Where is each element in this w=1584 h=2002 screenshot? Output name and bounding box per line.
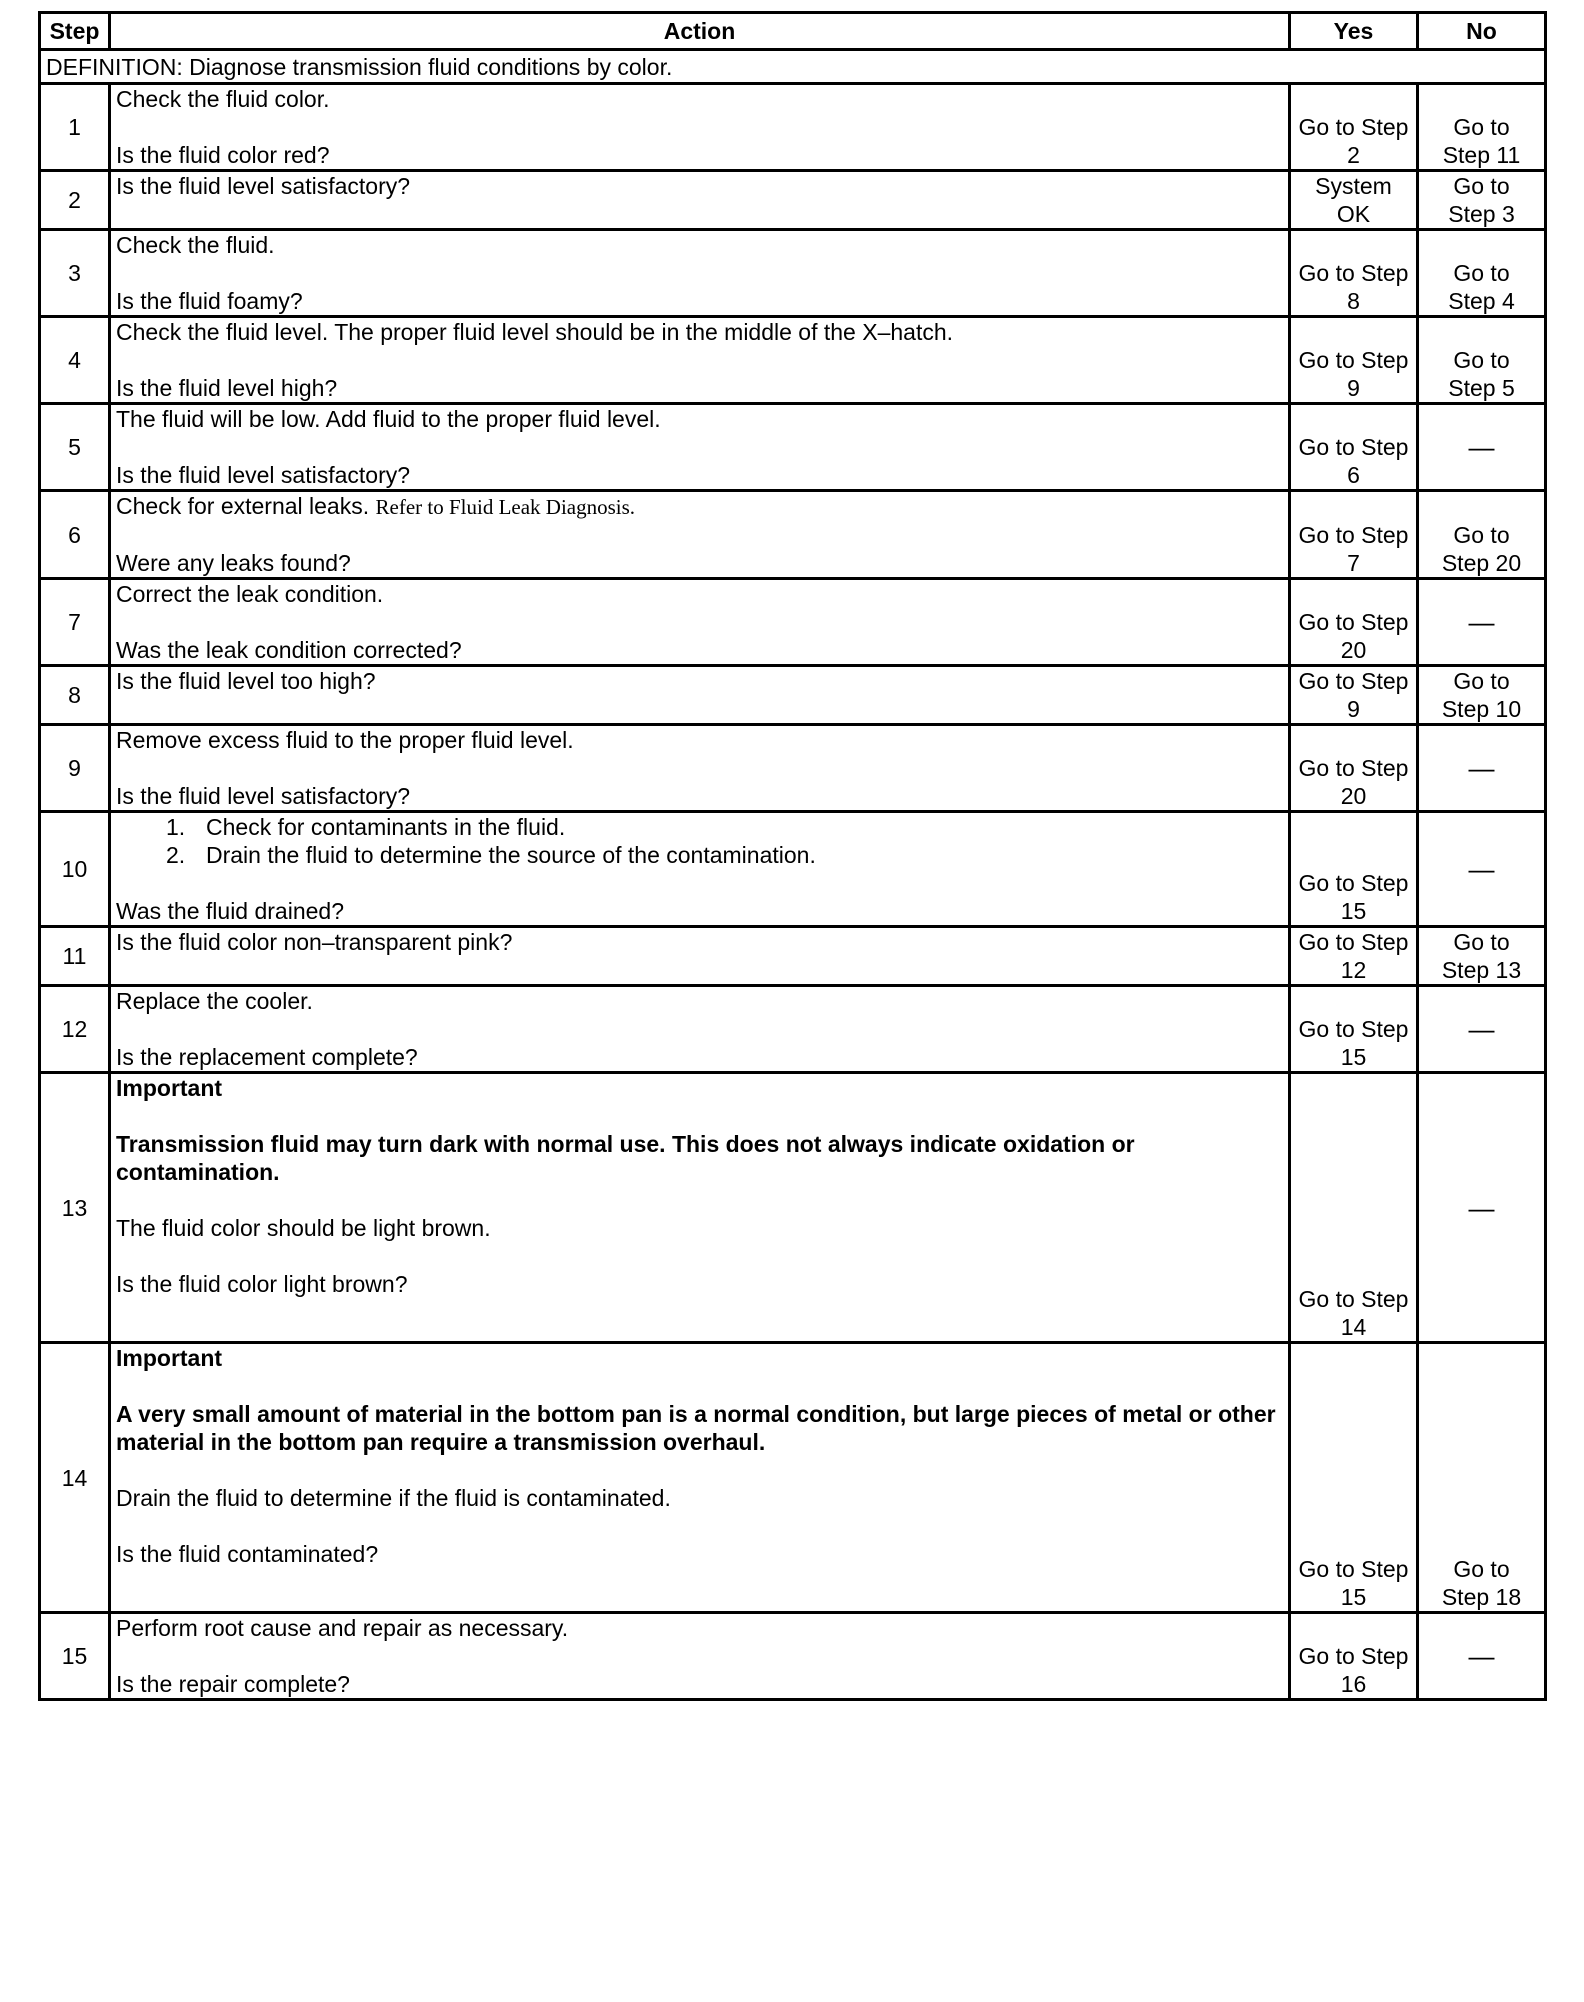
yes-text: Go to Step: [1298, 929, 1409, 955]
action-cell: [110, 171, 1290, 230]
action-question: Is the fluid level too high?: [116, 668, 376, 694]
action-cell: [110, 84, 1290, 171]
action-question: Is the fluid level satisfactory?: [116, 462, 411, 488]
yes-step: 6: [1347, 462, 1360, 488]
action-cell: [110, 927, 1290, 986]
no-cell: [1418, 666, 1546, 725]
important-note: A very small amount of material in the bottom pan is a normal condition, but large pieces of metal or other material in the bottom pan require a transmission overhaul.: [116, 1401, 1276, 1455]
action-cell: [110, 317, 1290, 404]
yes-cell: [1290, 1073, 1418, 1343]
table-row: [40, 1073, 1546, 1343]
no-dash: —: [1418, 1073, 1546, 1343]
yes-text: Go to Step: [1298, 260, 1409, 286]
action-cell: [110, 812, 1290, 927]
table-row: [40, 986, 1546, 1073]
action-cell: [110, 986, 1290, 1073]
no-step: Step 11: [1442, 142, 1521, 168]
list-text: Check for contaminants in the fluid.: [206, 814, 566, 840]
yes-step: 7: [1347, 550, 1360, 576]
definition-text: DEFINITION: Diagnose transmission fluid conditions by color.: [40, 50, 1546, 84]
step-number: 12: [40, 986, 110, 1073]
step-number: 5: [40, 404, 110, 491]
definition-row: [40, 50, 1546, 84]
action-question: Was the fluid drained?: [116, 898, 345, 924]
action-cell: [110, 1073, 1290, 1343]
no-step: Step 3: [1448, 201, 1515, 227]
action-text: The fluid color should be light brown.: [116, 1215, 491, 1241]
yes-step: 8: [1347, 288, 1360, 314]
no-cell: [1418, 230, 1546, 317]
yes-step: 9: [1347, 696, 1360, 722]
action-question: Is the repair complete?: [116, 1671, 350, 1697]
yes-text: Go to Step: [1298, 522, 1409, 548]
table-row: [40, 579, 1546, 666]
yes-text: Go to Step: [1298, 434, 1409, 460]
action-question: Is the fluid level satisfactory?: [116, 173, 411, 199]
yes-cell: [1290, 171, 1418, 230]
action-text: Correct the leak condition.: [116, 581, 384, 607]
action-cell: [110, 404, 1290, 491]
no-step: Step 18: [1441, 1584, 1522, 1610]
numbered-list: [116, 813, 1283, 869]
no-text: Go to: [1453, 114, 1510, 140]
yes-cell: [1290, 491, 1418, 579]
yes-cell: [1290, 1343, 1418, 1613]
step-number: 15: [40, 1613, 110, 1700]
action-cell: [110, 725, 1290, 812]
yes-text: Go to Step: [1298, 1016, 1409, 1042]
table-row: [40, 491, 1546, 579]
no-step: Step 20: [1441, 550, 1522, 576]
no-cell: [1418, 491, 1546, 579]
action-text: The fluid will be low. Add fluid to the proper fluid level.: [116, 406, 661, 432]
yes-step: 15: [1340, 1044, 1367, 1070]
step-number: 3: [40, 230, 110, 317]
action-question: Is the fluid color non–transparent pink?: [116, 929, 513, 955]
no-step: Step 10: [1441, 696, 1522, 722]
action-text: [116, 492, 1283, 521]
no-dash: —: [1418, 986, 1546, 1073]
no-step: Step 13: [1441, 957, 1522, 983]
yes-step: 14: [1340, 1314, 1367, 1340]
step-number: 2: [40, 171, 110, 230]
action-question: Is the fluid level high?: [116, 375, 338, 401]
yes-step: 12: [1340, 957, 1367, 983]
action-question: Is the fluid color red?: [116, 142, 330, 168]
yes-text: System: [1315, 173, 1392, 199]
no-cell: [1418, 84, 1546, 171]
yes-cell: [1290, 986, 1418, 1073]
no-dash: —: [1418, 725, 1546, 812]
table-row: [40, 666, 1546, 725]
yes-cell: [1290, 230, 1418, 317]
yes-step: 16: [1340, 1671, 1367, 1697]
yes-cell: [1290, 666, 1418, 725]
action-cell: [110, 1343, 1290, 1613]
action-text: Perform root cause and repair as necessary.: [116, 1615, 569, 1641]
header-action: Action: [110, 13, 1290, 50]
no-cell: [1418, 1343, 1546, 1613]
action-text: Check the fluid level. The proper fluid level should be in the middle of the X–hatch.: [116, 319, 954, 345]
no-text: Go to: [1453, 260, 1510, 286]
yes-text: Go to Step: [1298, 870, 1409, 896]
important-note: Transmission fluid may turn dark with normal use. This does not always indicate oxidation or contamination.: [116, 1131, 1135, 1185]
action-question: Is the fluid color light brown?: [116, 1271, 408, 1297]
no-text: Go to: [1453, 522, 1510, 548]
step-number: 10: [40, 812, 110, 927]
yes-step: OK: [1336, 201, 1371, 227]
yes-cell: [1290, 927, 1418, 986]
action-question: Is the fluid level satisfactory?: [116, 783, 411, 809]
yes-cell: [1290, 317, 1418, 404]
list-item: [166, 813, 1283, 841]
no-dash: —: [1418, 812, 1546, 927]
no-dash: —: [1418, 404, 1546, 491]
action-question: Was the leak condition corrected?: [116, 637, 462, 663]
no-step: Step 5: [1448, 375, 1515, 401]
yes-text: Go to Step: [1298, 609, 1409, 635]
header-no: No: [1418, 13, 1546, 50]
step-number: 6: [40, 491, 110, 579]
action-cell: [110, 1613, 1290, 1700]
yes-text: Go to Step: [1298, 1643, 1409, 1669]
header-step: Step: [40, 13, 110, 50]
action-text: Remove excess fluid to the proper fluid level.: [116, 727, 574, 753]
action-question: Is the fluid foamy?: [116, 288, 303, 314]
no-dash: —: [1418, 1613, 1546, 1700]
yes-text: Go to Step: [1298, 347, 1409, 373]
list-number: 1.: [166, 814, 186, 840]
table-row: [40, 812, 1546, 927]
table-row: [40, 1343, 1546, 1613]
yes-text: Go to Step: [1298, 1556, 1409, 1582]
no-text: Go to: [1453, 173, 1510, 199]
step-number: 8: [40, 666, 110, 725]
yes-text: Go to Step: [1298, 1286, 1409, 1312]
step-number: 14: [40, 1343, 110, 1613]
table-header-row: [40, 13, 1546, 50]
list-text: Drain the fluid to determine the source of the contamination.: [206, 842, 816, 868]
action-cell: [110, 491, 1290, 579]
action-question: Is the replacement complete?: [116, 1044, 418, 1070]
action-question: Is the fluid contaminated?: [116, 1541, 379, 1567]
step-number: 13: [40, 1073, 110, 1343]
yes-step: 9: [1347, 375, 1360, 401]
header-yes: Yes: [1290, 13, 1418, 50]
yes-step: 15: [1340, 898, 1367, 924]
yes-text: Go to Step: [1298, 668, 1409, 694]
list-number: 2.: [166, 842, 186, 868]
no-text: Go to: [1453, 347, 1510, 373]
yes-cell: [1290, 404, 1418, 491]
no-text: Go to: [1453, 929, 1510, 955]
no-step: Step 4: [1448, 288, 1515, 314]
table-row: [40, 317, 1546, 404]
yes-step: 15: [1340, 1584, 1367, 1610]
no-text: Go to: [1453, 668, 1510, 694]
no-dash: —: [1418, 579, 1546, 666]
yes-text: Go to Step: [1298, 114, 1409, 140]
important-label: Important: [116, 1345, 223, 1371]
table-row: [40, 230, 1546, 317]
reference-link[interactable]: Refer to Fluid Leak Diagnosis.: [375, 495, 636, 519]
yes-text: Go to Step: [1298, 755, 1409, 781]
diagnostic-table: [38, 11, 1547, 1701]
yes-cell: [1290, 579, 1418, 666]
step-number: 11: [40, 927, 110, 986]
action-text: Check the fluid.: [116, 232, 275, 258]
table-row: [40, 171, 1546, 230]
action-text: Replace the cooler.: [116, 988, 313, 1014]
table-row: [40, 1613, 1546, 1700]
yes-step: 2: [1347, 142, 1360, 168]
no-cell: [1418, 171, 1546, 230]
yes-cell: [1290, 812, 1418, 927]
table-row: [40, 927, 1546, 986]
step-number: 1: [40, 84, 110, 171]
important-label: Important: [116, 1075, 223, 1101]
no-cell: [1418, 927, 1546, 986]
no-text: Go to: [1453, 1556, 1510, 1582]
table-row: [40, 725, 1546, 812]
action-question: Were any leaks found?: [116, 550, 351, 576]
step-number: 9: [40, 725, 110, 812]
yes-cell: [1290, 1613, 1418, 1700]
table-row: [40, 404, 1546, 491]
no-cell: [1418, 317, 1546, 404]
action-cell: [110, 579, 1290, 666]
step-number: 4: [40, 317, 110, 404]
action-cell: [110, 230, 1290, 317]
action-cell: [110, 666, 1290, 725]
table-row: [40, 84, 1546, 171]
yes-step: 20: [1340, 637, 1367, 663]
action-text: Drain the fluid to determine if the fluid is contaminated.: [116, 1485, 671, 1511]
yes-step: 20: [1340, 783, 1367, 809]
yes-cell: [1290, 84, 1418, 171]
yes-cell: [1290, 725, 1418, 812]
action-text-main: Check for external leaks.: [116, 493, 376, 519]
step-number: 7: [40, 579, 110, 666]
action-text: Check the fluid color.: [116, 86, 330, 112]
list-item: [166, 841, 1283, 869]
